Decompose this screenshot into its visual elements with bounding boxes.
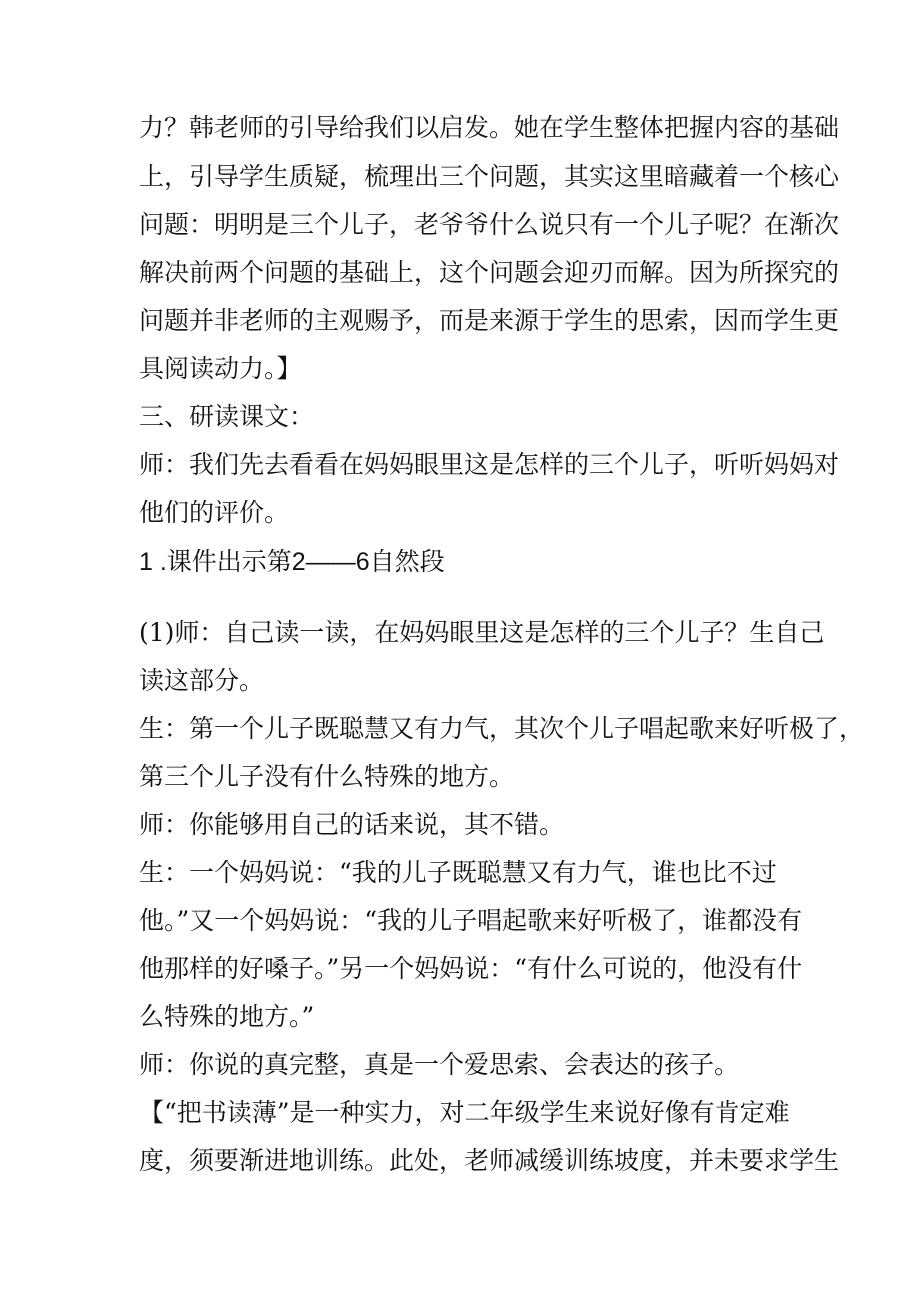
- text-line: (1)师：自己读一读，在妈妈眼里这是怎样的三个儿子？生自己: [139, 618, 825, 647]
- text-line: 生：一个妈妈说：“我的儿子既聪慧又有力气，谁也比不过: [139, 858, 777, 887]
- text-line: 师：我们先去看看在妈妈眼里这是怎样的三个儿子，听听妈妈对: [139, 450, 840, 479]
- text-line: 度，须要渐进地训练。此处，老师减缓训练坡度，并未要求学生: [139, 1146, 840, 1175]
- text-line: 师：你说的真完整，真是一个爱思索、会表达的孩子。: [139, 1050, 740, 1079]
- text-line: 他们的评价。: [139, 498, 290, 527]
- numbered-item: 1 .课件出示第2——6自然段: [139, 548, 445, 576]
- text-line: 他那样的好嗓子。”另一个妈妈说：“有什么可说的，他没有什: [139, 954, 803, 983]
- text-line: 解决前两个问题的基础上，这个问题会迎刃而解。因为所探究的: [139, 258, 840, 287]
- text-line: 问题：明明是三个儿子，老爷爷什么说只有一个儿子呢？在渐次: [139, 210, 840, 239]
- text-line: 【“把书读薄”是一种实力，对二年级学生来说好像有肯定难: [139, 1098, 790, 1127]
- text-line: 读这部分。: [139, 666, 265, 695]
- text-line: 生：第一个儿子既聪慧又有力气，其次个儿子唱起歌来好听极了，: [139, 714, 865, 743]
- text-line: 他。”又一个妈妈说：“我的儿子唱起歌来好听极了，谁都没有: [139, 906, 803, 935]
- text-line: 力？韩老师的引导给我们以启发。她在学生整体把握内容的基础: [139, 113, 840, 142]
- text-line: 么特殊的地方。”: [139, 1002, 315, 1031]
- text-line: 具阅读动力。】: [139, 354, 302, 383]
- text-line: 师：你能够用自己的话来说，其不错。: [139, 810, 565, 839]
- section-heading: 三、研读课文：: [139, 402, 315, 431]
- text-line: 问题并非老师的主观赐予，而是来源于学生的思索，因而学生更: [139, 306, 840, 335]
- text-line: 第三个儿子没有什么特殊的地方。: [139, 762, 515, 791]
- text-line: 上，引导学生质疑，梳理出三个问题，其实这里暗藏着一个核心: [139, 162, 840, 191]
